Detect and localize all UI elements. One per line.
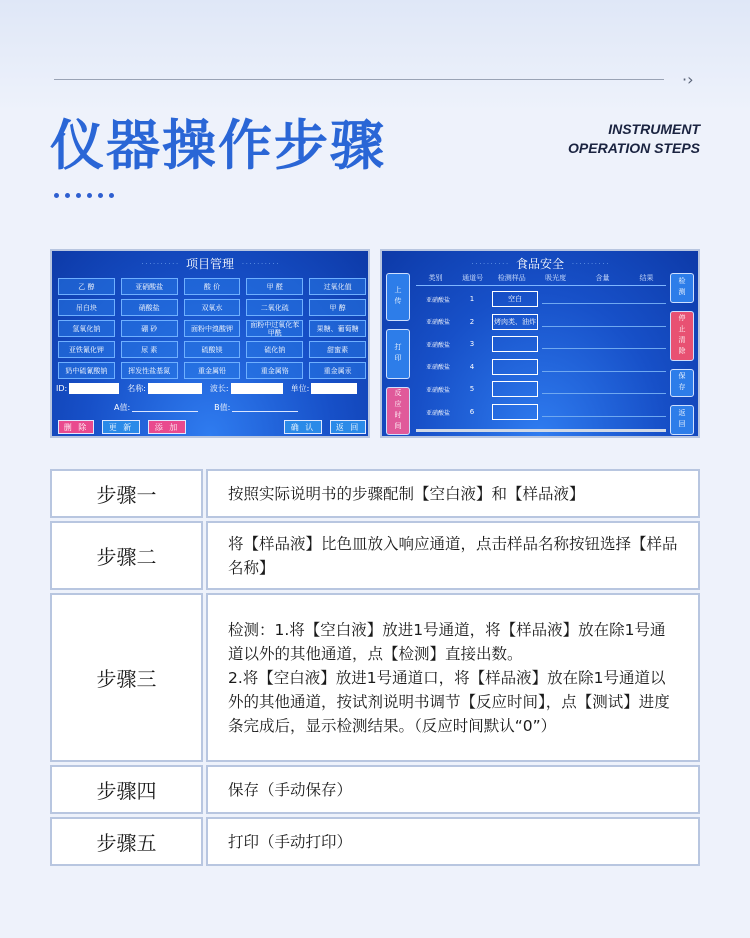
confirm-button[interactable]: 确 认 xyxy=(284,420,322,434)
screen2-title: · · · 食品安全 · · · xyxy=(382,255,698,272)
step-description: 保存（手动保存） xyxy=(206,765,700,814)
row-category: 亚硝酸盐 xyxy=(425,386,450,394)
wave-label: 波长: xyxy=(209,384,229,393)
a-label: A值: xyxy=(114,403,131,412)
item-button[interactable]: 硫酸镁 xyxy=(184,341,241,358)
item-button[interactable]: 亚硝酸盐 xyxy=(121,278,178,295)
update-button[interactable]: 更 新 xyxy=(102,420,140,434)
table-header xyxy=(416,273,666,286)
english-title-line1: INSTRUMENT xyxy=(608,121,700,137)
channel-row xyxy=(416,289,666,309)
row-channel: 1 xyxy=(469,295,475,303)
row-values xyxy=(542,339,666,349)
item-button[interactable]: 乙 醇 xyxy=(58,278,115,295)
item-button[interactable]: 重金属铬 xyxy=(246,362,303,379)
row-category: 亚硝酸盐 xyxy=(425,341,450,349)
unit-label: 单位: xyxy=(290,384,310,393)
step-name: 步骤一 xyxy=(50,469,203,518)
english-title-line2: OPERATION STEPS xyxy=(568,140,700,156)
sample-select-button[interactable]: 烤肉类、油炸 xyxy=(492,314,538,330)
col-channel: 通道号 xyxy=(462,274,484,282)
col-absorbance: 吸光度 xyxy=(545,274,567,282)
horizontal-scrollbar[interactable] xyxy=(416,429,666,432)
item-button[interactable]: 硝酸盐 xyxy=(121,299,178,316)
step-row xyxy=(50,521,700,590)
id-label: ID: xyxy=(56,384,68,393)
item-button[interactable]: 甲 醛 xyxy=(246,278,303,295)
item-button[interactable]: 双氧水 xyxy=(184,299,241,316)
sample-select-button[interactable]: 空白 xyxy=(492,291,538,307)
row-values xyxy=(542,317,666,327)
row-channel: 2 xyxy=(469,317,475,326)
col-category: 类别 xyxy=(428,274,443,282)
channel-row xyxy=(416,402,666,422)
decor-dots xyxy=(54,193,114,198)
step-name: 步骤四 xyxy=(50,765,203,814)
row-category: 亚硝酸盐 xyxy=(425,364,450,372)
row-values xyxy=(542,384,666,394)
item-button[interactable]: 面粉中过氧化苯甲酰 xyxy=(246,320,303,337)
item-button[interactable]: 甜蜜素 xyxy=(309,341,366,358)
detect-button[interactable]: 检测 xyxy=(670,273,694,303)
screen-food-safety xyxy=(380,249,700,438)
item-button[interactable]: 尿 素 xyxy=(121,341,178,358)
step-description: 检测：1.将【空白液】放进1号通道，将【样品液】放在除1号通道以外的其他通道，点【检测】直接出数。 2.将【空白液】放进1号通道口，将【样品液】放在除1号通道以外的其他通道，按试剂说明书调节【反应时间】，点【测试】进度条完成后，显示检测结果。（反应时间默认“0”） xyxy=(206,593,700,762)
a-input[interactable] xyxy=(132,404,198,412)
step-row xyxy=(50,765,700,814)
reaction-time-button[interactable]: 反应时间 xyxy=(386,387,410,435)
delete-button[interactable]: 删 除 xyxy=(58,420,94,434)
item-button[interactable]: 果糖、葡萄糖 xyxy=(309,320,366,337)
item-button[interactable]: 重金属汞 xyxy=(309,362,366,379)
step-name: 步骤三 xyxy=(50,593,203,762)
step-row xyxy=(50,593,700,762)
row-category: 亚硝酸盐 xyxy=(425,409,450,417)
step-row xyxy=(50,469,700,518)
chevron-right-icon: ·› xyxy=(682,70,694,89)
item-button[interactable]: 氢氧化钠 xyxy=(58,320,115,337)
item-button[interactable]: 面粉中溴酸钾 xyxy=(184,320,241,337)
item-button[interactable]: 奶中硫氰酸钠 xyxy=(58,362,115,379)
form-row-1 xyxy=(56,383,357,394)
row-channel: 6 xyxy=(469,408,475,416)
form-row-2 xyxy=(114,402,314,413)
save-button[interactable]: 保存 xyxy=(670,369,694,397)
page-title: 仪器操作步骤 xyxy=(50,114,386,177)
channel-row xyxy=(416,334,666,354)
sample-select-button[interactable] xyxy=(492,359,538,375)
item-button[interactable]: 挥发性盐基氮 xyxy=(121,362,178,379)
header-rule xyxy=(54,79,664,80)
step-name: 步骤五 xyxy=(50,817,203,866)
step-name: 步骤二 xyxy=(50,521,203,590)
channel-row xyxy=(416,357,666,377)
channel-row xyxy=(416,312,666,332)
step-description: 打印（手动打印） xyxy=(206,817,700,866)
row-channel: 4 xyxy=(469,362,475,371)
row-category: 亚硝酸盐 xyxy=(425,296,450,304)
col-content: 含量 xyxy=(595,274,610,282)
row-values xyxy=(542,294,666,304)
step-row xyxy=(50,817,700,866)
b-label: B值: xyxy=(214,403,231,412)
item-button[interactable]: 硼 砂 xyxy=(121,320,178,337)
name-label: 名称: xyxy=(127,384,146,393)
step-description: 按照实际说明书的步骤配制【空白液】和【样品液】 xyxy=(206,469,700,518)
wave-input[interactable] xyxy=(231,383,283,394)
stop-clear-button[interactable]: 停止清除 xyxy=(670,311,694,361)
row-channel: 3 xyxy=(469,340,475,349)
upload-button[interactable]: 上传 xyxy=(386,273,410,321)
item-button[interactable]: 甲 醇 xyxy=(309,299,366,316)
screen-project-management xyxy=(50,249,370,438)
col-sample: 检测样品 xyxy=(497,274,526,282)
col-result: 结果 xyxy=(639,274,654,282)
sample-select-button[interactable] xyxy=(492,336,538,352)
item-button[interactable]: 吊白块 xyxy=(58,299,115,316)
sample-select-button[interactable] xyxy=(492,404,538,420)
screen1-title: · · · 项目管理 · · · xyxy=(52,255,368,272)
add-button[interactable]: 添 加 xyxy=(148,420,186,434)
name-input[interactable] xyxy=(148,383,202,394)
back-button[interactable]: 返 回 xyxy=(330,420,366,434)
return-button[interactable]: 返回 xyxy=(670,405,694,435)
item-button[interactable]: 过氧化值 xyxy=(309,278,366,295)
id-input[interactable] xyxy=(69,383,119,394)
row-channel: 5 xyxy=(469,385,475,394)
b-input[interactable] xyxy=(232,404,298,412)
row-values xyxy=(542,362,666,372)
item-button[interactable]: 硫化钠 xyxy=(246,341,303,358)
row-values xyxy=(542,407,666,417)
item-button[interactable]: 亚铁氰化钾 xyxy=(58,341,115,358)
unit-input[interactable] xyxy=(311,383,357,394)
item-grid xyxy=(58,278,366,379)
print-button[interactable]: 打印 xyxy=(386,329,410,379)
item-button[interactable]: 二氧化硫 xyxy=(246,299,303,316)
item-button[interactable]: 重金属铅 xyxy=(184,362,241,379)
step-description: 将【样品液】比色皿放入响应通道，点击样品名称按钮选择【样品名称】 xyxy=(206,521,700,590)
english-title xyxy=(568,120,700,158)
channel-row xyxy=(416,379,666,399)
item-button[interactable]: 酸 价 xyxy=(184,278,241,295)
row-category: 亚硝酸盐 xyxy=(425,319,450,327)
sample-select-button[interactable] xyxy=(492,381,538,397)
